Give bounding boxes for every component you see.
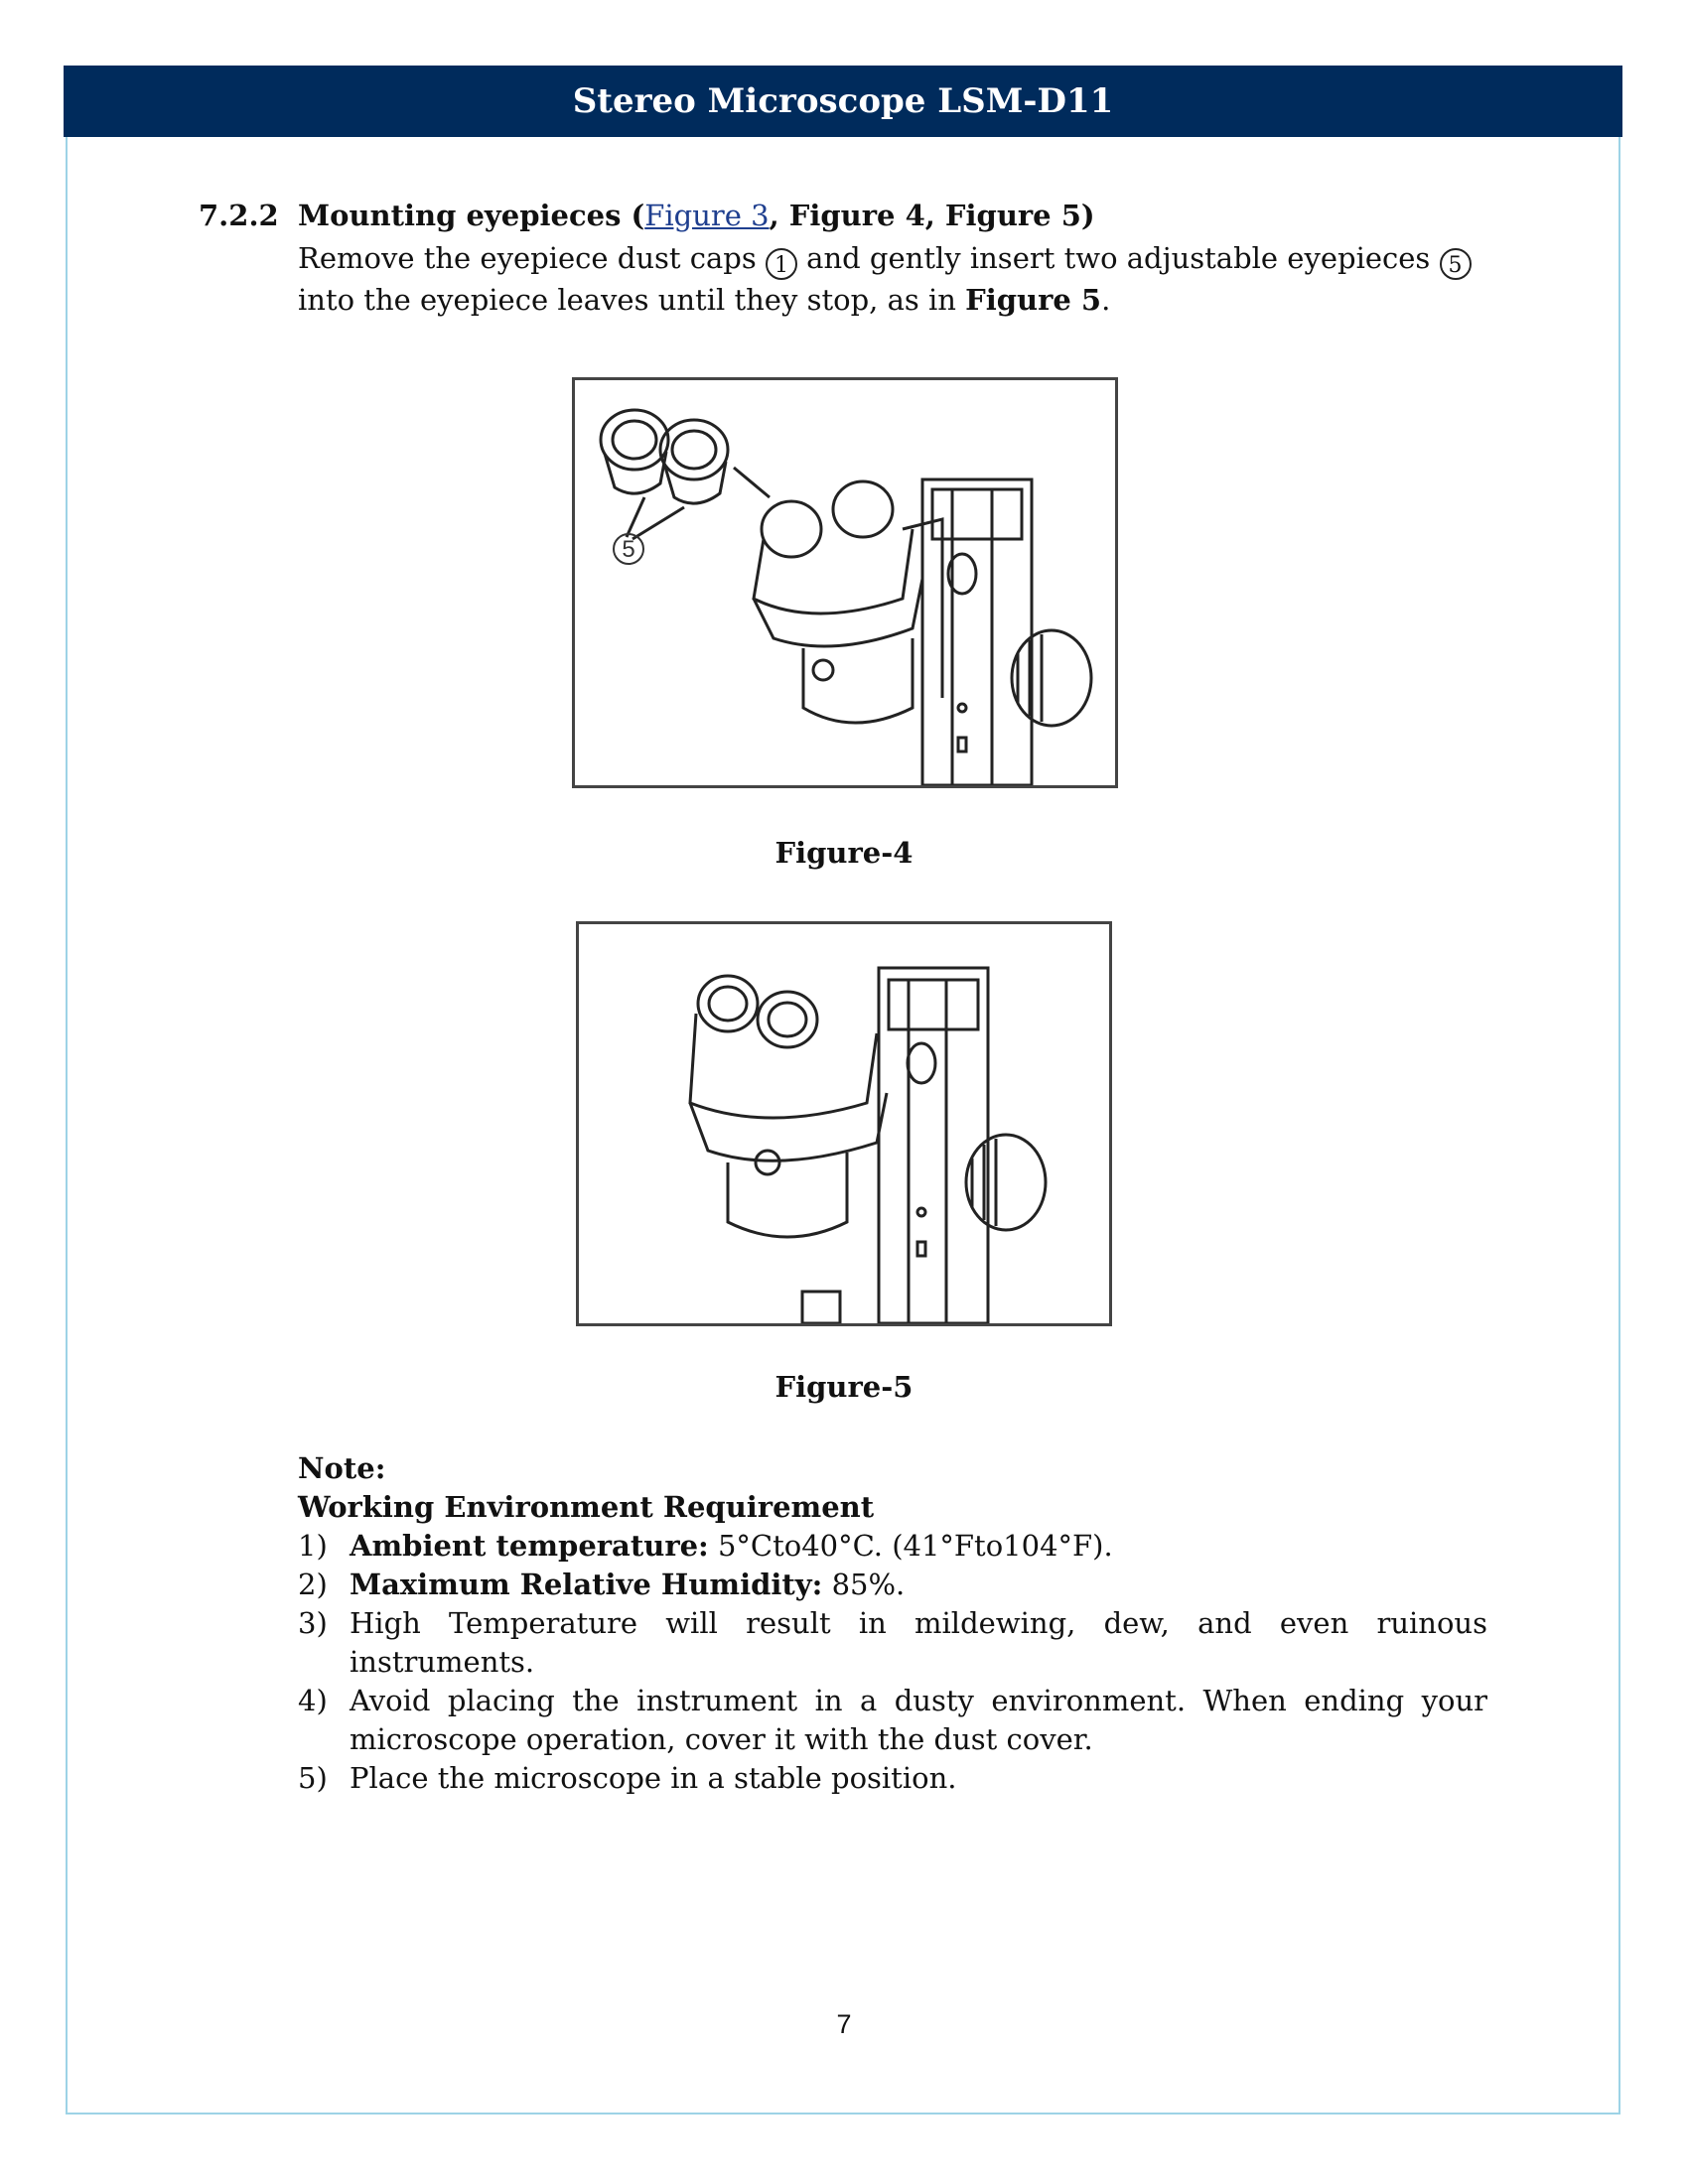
- list-text: Place the microscope in a stable position.: [350, 1761, 957, 1795]
- para-text-1: Remove the eyepiece dust caps: [298, 241, 757, 275]
- para-text-3: into the eyepiece leaves until they stop, as in: [298, 283, 956, 317]
- section-title-start: Mounting eyepieces (: [298, 199, 645, 232]
- list-item: [298, 1759, 1487, 1798]
- para-text-2: and gently insert two adjustable eyepieces: [806, 241, 1431, 275]
- section-number: 7.2.2: [199, 199, 279, 232]
- para-text-end: .: [1101, 283, 1111, 317]
- list-bold: Ambient temperature:: [350, 1529, 709, 1563]
- microscope-eyepieces-installed-drawing: [579, 924, 1109, 1323]
- list-text: Avoid placing the instrument in a dusty environment. When ending your microscope operation, cover it with the dust cover.: [350, 1684, 1487, 1756]
- section-title-end: , Figure 4, Figure 5): [769, 199, 1095, 232]
- instruction-paragraph: [298, 238, 1487, 320]
- section-title: [298, 199, 1095, 232]
- figure-5-image: [576, 921, 1112, 1326]
- figure-3-link[interactable]: Figure 3: [644, 199, 770, 232]
- marker-5-circle: 5: [1440, 248, 1472, 280]
- list-item: [298, 1604, 1487, 1682]
- eyepiece-callout-number: 5: [622, 536, 635, 563]
- list-number: 2): [298, 1568, 328, 1601]
- marker-1-circle: 1: [766, 248, 797, 280]
- list-text: 5°Cto40°C. (41°Fto104°F).: [708, 1529, 1113, 1563]
- document-title: Stereo Microscope LSM-D11: [572, 81, 1114, 121]
- note-block: [298, 1449, 1487, 1798]
- list-bold: Maximum Relative Humidity:: [350, 1568, 823, 1601]
- figure-5-caption: Figure-5: [774, 1370, 914, 1404]
- document-header: [64, 66, 1622, 137]
- list-text: High Temperature will result in mildewing, dew, and even ruinous instruments.: [350, 1606, 1487, 1679]
- list-item: [298, 1566, 1487, 1604]
- note-heading: Working Environment Requirement: [298, 1490, 875, 1524]
- list-text: 85%.: [822, 1568, 906, 1601]
- microscope-eyepieces-removed-drawing: [575, 380, 1115, 785]
- note-label: Note:: [298, 1451, 386, 1485]
- list-number: 1): [298, 1529, 328, 1563]
- figure-4-image: [572, 377, 1118, 788]
- para-bold-figure-ref: Figure 5: [965, 283, 1102, 317]
- figure-4-caption: Figure-4: [774, 836, 914, 870]
- list-item: [298, 1682, 1487, 1759]
- list-number: 4): [298, 1684, 328, 1717]
- list-number: 3): [298, 1606, 328, 1640]
- list-number: 5): [298, 1761, 328, 1795]
- list-item: [298, 1527, 1487, 1566]
- page-number: 7: [836, 2009, 852, 2039]
